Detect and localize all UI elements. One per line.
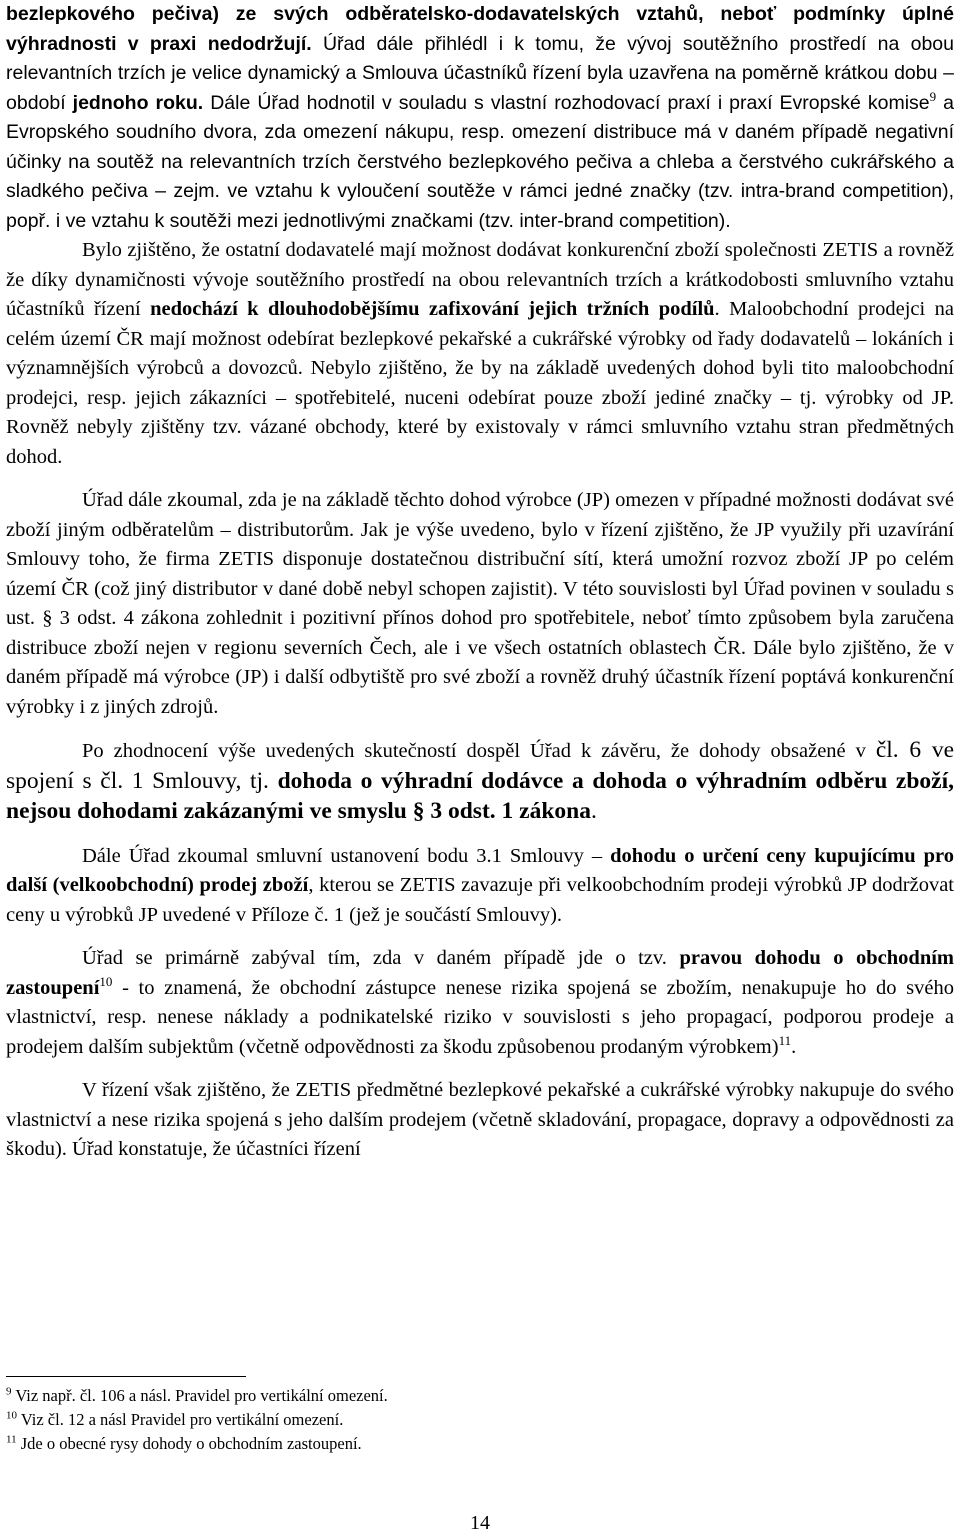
text-run: pravou dohodu o obchodním zastoupení [6, 947, 954, 999]
text-run: a Evropského soudního dvora, zda omezení nákupu, resp. omezení distribuce má v daném případě negativní účinky na soutěž na relevantních trzích čerstvého bezlepkového pečiva a chleba a čerstvého cukrářského a sladkého pečiva – zejm. ve vztahu k vyloučení soutěže v rámci jedné značky (tzv. intra-brand competition), popř. i ve vztahu k soutěži mezi jednotlivými značkami (tzv. inter-brand competition). [6, 91, 954, 232]
text-run: nedochází k dlouhodobějšímu zafixování jejich tržních podílů [150, 298, 715, 320]
footnote [6, 1432, 936, 1456]
footnote [6, 1384, 936, 1408]
paragraph-competitors [6, 236, 954, 472]
paragraph-zetis-risks [6, 1076, 954, 1165]
text-run: . [590, 798, 597, 824]
text-run: dohoda o výhradní dodávce a dohoda o výhradním odběru zboží, nejsou dohodami zakázanými ve smyslu § 3 odst. 1 zákona [6, 767, 955, 824]
text-run: , kterou se ZETIS zavazuje při velkoobchodním prodeji výrobků JP dodržovat ceny u výrobků JP uvedené v Příloze č. 1 (jež je součástí Smlouvy). [6, 874, 954, 926]
text-run: Bylo zjištěno, že ostatní dodavatelé mají možnost dodávat konkurenční zboží společnosti ZETIS a rovněž že díky dynamičnosti vývoje soutěžního prostředí na obou relevantních trzích a krátkodobosti smluvního vztahu účastníků řízení [6, 239, 954, 320]
text-run: . Maloobchodní prodejci na celém území ČR mají možnost odebírat bezlepkové pekařské a cukrářské výrobky od řady dodavatelů – lokáních i významnějších výrobců a dovozců. Nebylo zjištěno, že by na základě uvedených dohod byli tito maloobchodní prodejci, resp. jejich zákazníci – spotřebitelé, nuceni odebírat pouze zboží jediné značky – tj. výrobky od JP. Rovněž nebyly zjištěny tzv. vázané obchody, které by existovaly v rámci smluvního vztahu stran předmětných dohod. [6, 298, 954, 468]
paragraph-distribution [6, 486, 954, 722]
body-text [6, 0, 954, 1165]
text-run: bezlepkového pečiva) ze svých odběratelsko-dodavatelských vztahů, neboť podmínky úplné výhradnosti v praxi nedodržují. [6, 3, 954, 55]
paragraph-continued [6, 0, 954, 236]
paragraph-agency [6, 944, 954, 1062]
footnote-number: 11 [6, 1433, 17, 1446]
page-number: 14 [470, 1512, 490, 1534]
footnote [6, 1408, 936, 1432]
footnote-number: 10 [6, 1409, 17, 1422]
text-run: V řízení však zjištěno, že ZETIS předmětné bezlepkové pekařské a cukrářské výrobky nakupuje do svého vlastnictví a nese rizika spojená s jeho dalším prodejem (včetně skladování, propagace, dopravy a odpovědnosti za škodu). Úřad konstatuje, že účastníci řízení [6, 1079, 954, 1160]
text-run: . [791, 1035, 797, 1058]
text-run: Úřad dále přihlédl i k tomu, že vývoj soutěžního prostředí na obou relevantních trzích je velice dynamický a Smlouva účastníků řízení byla uzavřena na poměrně krátkou dobu – období [6, 32, 954, 114]
footnote-separator [6, 1376, 246, 1377]
footnote-ref: 9 [929, 88, 937, 104]
footnote-text: Viz čl. 12 a násl Pravidel pro vertikální omezení. [17, 1410, 344, 1429]
footnote-ref: 11 [778, 1032, 792, 1048]
paragraph-conclusion [6, 736, 954, 828]
paragraph-price-clause [6, 842, 954, 931]
footnotes [6, 1384, 936, 1456]
text-run: Dále Úřad zkoumal smluvní ustanovení bodu 3.1 Smlouvy – [82, 844, 611, 867]
text-run: jednoho roku. [72, 91, 204, 114]
text-run: Dále Úřad hodnotil v souladu s vlastní rozhodovací praxí i praxí Evropské komise [203, 91, 930, 114]
footnote-text: Viz např. čl. 106 a násl. Pravidel pro vertikální omezení. [11, 1386, 388, 1405]
text-run: Úřad se primárně zabýval tím, zda v daném případě jde o tzv. [82, 947, 680, 969]
text-run: - to znamená, že obchodní zástupce nenese rizika spojená se zbožím, nenakupuje ho do svého vlastnictví, resp. nenese náklady a podnikatelské riziko v souvislosti s jeho propagací, podporou prodeje a prodejem dalším subjektům (včetně odpovědnosti za škodu způsobenou prodaným výrobkem) [6, 976, 954, 1058]
footnote-ref: 10 [99, 973, 113, 989]
text-run: Po zhodnocení výše uvedených skutečností dospěl Úřad k závěru, že dohody obsažené v [82, 740, 876, 762]
text-run: dohodu o určení ceny kupujícímu pro další (velkoobchodní) prodej zboží [6, 844, 954, 896]
text-run: Úřad dále zkoumal, zda je na základě těchto dohod výrobce (JP) omezen v případné možnosti dodávat své zboží jiným odběratelům – distributorům. Jak je výše uvedeno, bylo v řízení zjištěno, že JP využily při uzavírání Smlouvy toho, že firma ZETIS disponuje dostatečnou distribuční sítí, která umožní rozvoz zboží JP po celém území ČR (což jiný distributor v dané době nebyl schopen zajistit). V této souvislosti byl Úřad povinen v souladu s ust. § 3 odst. 4 zákona zohlednit i pozitivní přínos dohod pro spotřebitele, neboť tímto způsobem byla zaručena distribuce zboží nejen v regionu severních Čech, ale i ve všech ostatních oblastech ČR. Dále bylo zjištěno, že v daném případě má výrobce (JP) i další odbytiště pro své zboží a rovněž druhý účastník řízení poptává konkurenční výrobky i z jiných zdrojů. [6, 489, 954, 718]
text-run: čl. 6 ve spojení s čl. 1 Smlouvy, tj. [6, 737, 955, 794]
footnote-number: 9 [6, 1385, 12, 1398]
footnote-text: Jde o obecné rysy dohody o obchodním zastoupení. [16, 1434, 362, 1453]
